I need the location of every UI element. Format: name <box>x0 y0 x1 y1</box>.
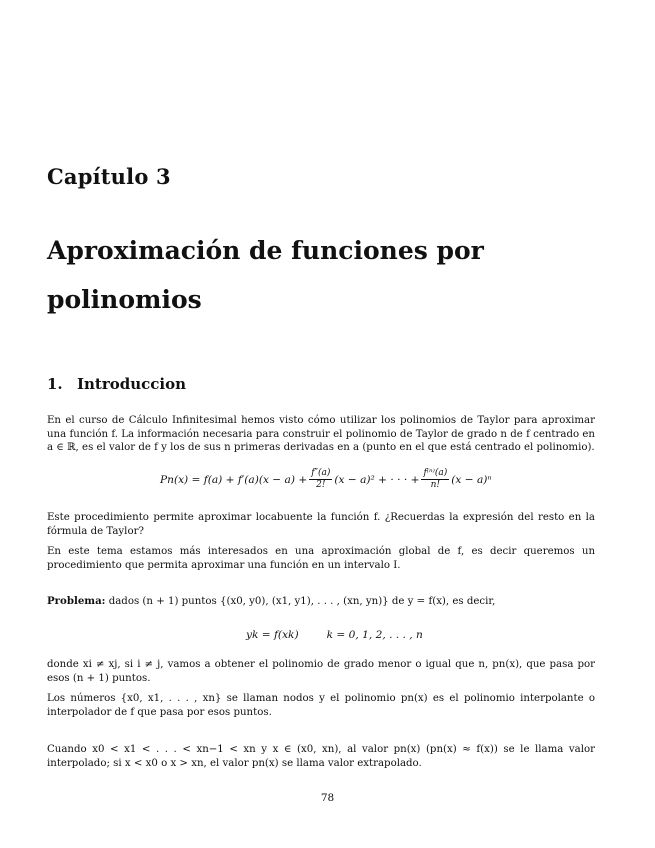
fraction-nth-derivative <box>421 468 449 491</box>
section-title: Introduccion <box>77 375 187 393</box>
page-number: 78 <box>320 792 335 804</box>
fraction-numerator: f⁽ⁿ⁾(a) <box>423 468 448 478</box>
paragraph-nodes: Los números {x0, x1, . . . , xn} se llaman nodos y el polinomio pn(x) es el polinomio interpolante o interpolador de f que pasa por esos puntos. <box>47 693 595 718</box>
paragraph-problem <box>47 595 595 609</box>
equation-right: k = 0, 1, 2, . . . , n <box>326 629 423 641</box>
equation-lhs: Pn(x) = f(a) + f′(a)(x − a) + <box>160 473 308 486</box>
problem-text: dados (n + 1) puntos {(x0, y0), (x1, y1), . . . , (xn, yn)} de y = f(x), es decir, <box>108 596 496 607</box>
paragraph-interpolated-value: Cuando x0 < x1 < . . . < xn−1 < xn y x ∈ (x0, xn), al valor pn(x) (pn(x) ≈ f(x)) se le llama valor interpolado; si x < x0 o x > xn, el valor pn(x) se llama valor extrapolado. <box>47 744 595 769</box>
section-number: 1. <box>47 375 63 393</box>
chapter-title-line-1: Aproximación de funciones por <box>47 236 484 265</box>
fraction-numerator: f″(a) <box>311 468 331 478</box>
fraction-second-derivative <box>309 468 332 491</box>
interpolation-nodes-equation <box>246 629 423 641</box>
paragraph-polynomial-degree: donde xi ≠ xj, si i ≠ j, vamos a obtener el polinomio de grado menor o igual que n, pn(x), que pasa por esos (n + 1) puntos. <box>47 659 595 684</box>
chapter-heading: Capítulo 3 <box>47 164 171 189</box>
fraction-denominator: n! <box>430 480 441 490</box>
chapter-title-line-2: polinomios <box>47 285 202 314</box>
equation-middle: (x − a)² + · · · + <box>334 473 420 486</box>
taylor-polynomial-equation <box>160 468 492 491</box>
fraction-denominator: 2! <box>316 480 326 490</box>
paragraph-local-approximation: Este procedimiento permite aproximar locabuente la función f. ¿Recuerdas la expresión del resto en la fórmula de Taylor? <box>47 512 595 537</box>
paragraph-global-approximation: En este tema estamos más interesados en una aproximación global de f, es decir queremos un procedimiento que permita aproximar una función en un intervalo I. <box>47 546 595 571</box>
equation-rhs: (x − a)ⁿ <box>451 473 492 486</box>
equation-left: yk = f(xk) <box>246 629 299 641</box>
section-heading <box>47 375 186 393</box>
problem-label: Problema: <box>47 595 106 607</box>
paragraph-intro: En el curso de Cálculo Infinitesimal hemos visto cómo utilizar los polinomios de Taylor para aproximar una función f. La información necesaria para construir el polinomio de Taylor de grado n de f centrado en a ∈ ℝ, es el valor de f y los de sus n primeras derivadas en a (punto en el que está centrado el polinomio). <box>47 415 595 454</box>
